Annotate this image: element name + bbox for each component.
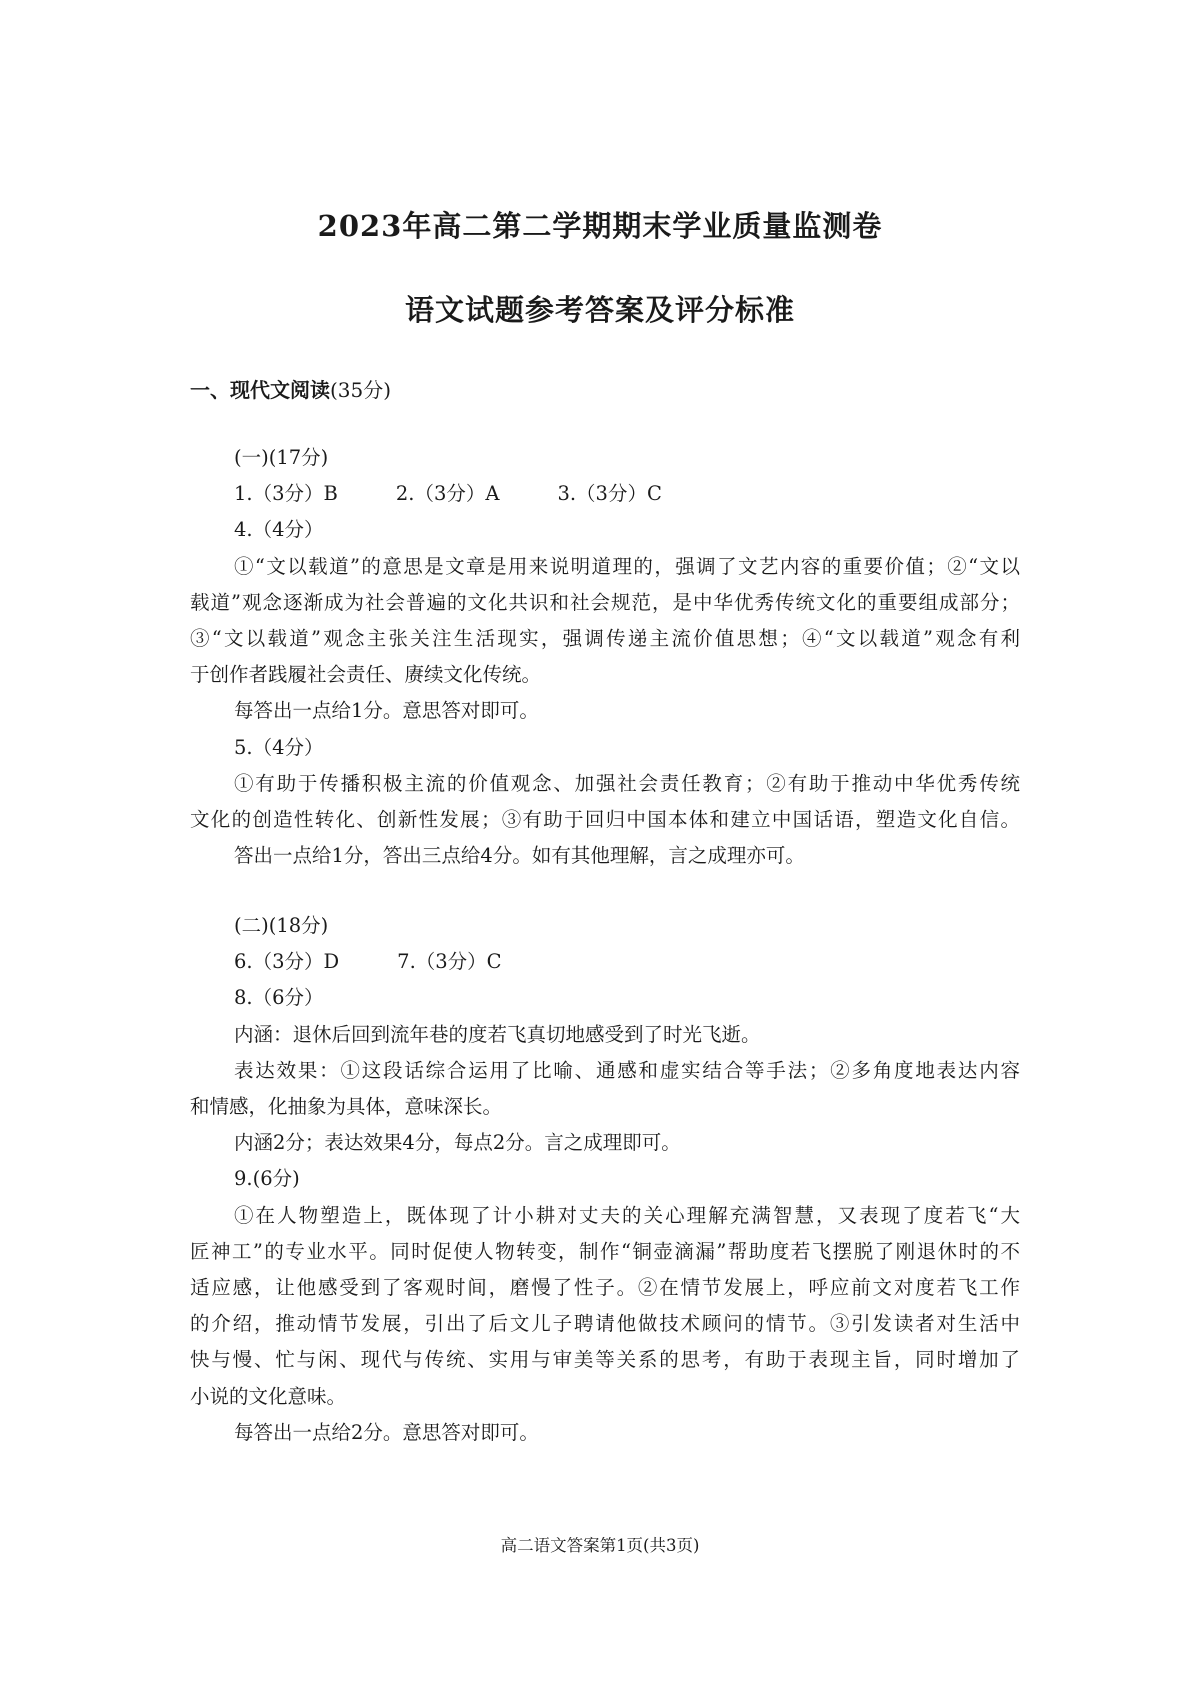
- q9-heading: 9.(6分): [234, 1167, 300, 1191]
- q9-answer-line: ①在人物塑造上，既体现了计小耕对丈夫的关心理解充满智慧，又表现了度若飞“大: [234, 1203, 1020, 1227]
- q8-scoring-note: 内涵2分；表达效果4分，每点2分。言之成理即可。: [234, 1131, 681, 1155]
- q9-answer-line: 快与慢、忙与闲、现代与传统、实用与审美等关系的思考，有助于表现主旨，同时增加了: [190, 1348, 1020, 1372]
- q8-effect-line: 表达效果：①这段话综合运用了比喻、通感和虚实结合等手法；②多角度地表达内容: [234, 1058, 1020, 1082]
- q4-scoring-note: 每答出一点给1分。意思答对即可。: [234, 699, 539, 723]
- q5-scoring-note: 答出一点给1分，答出三点给4分。如有其他理解，言之成理亦可。: [234, 844, 805, 868]
- part-one-answers: [190, 440, 1020, 874]
- part-two-heading: (二)(18分): [234, 914, 329, 937]
- document-subtitle: 语文试题参考答案及评分标准: [404, 293, 795, 327]
- choice-answers-row: [190, 476, 1020, 512]
- q9-answer-line: 适应感，让他感受到了客观时间，磨慢了性子。②在情节发展上，呼应前文对度若飞工作: [190, 1276, 1020, 1300]
- q9-answer-line: 匠神工”的专业水平。同时促使人物转变，制作“铜壶滴漏”帮助度若飞摆脱了刚退休时的不: [190, 1239, 1020, 1263]
- q4-answer-line: 于创作者践履社会责任、赓续文化传统。: [190, 663, 542, 687]
- document-title: 2023年高二第二学期期末学业质量监测卷: [317, 209, 883, 243]
- part-two-answers: [190, 908, 1020, 1451]
- q4-heading: 4.（4分）: [234, 518, 324, 542]
- answer-q7: 7.（3分）C: [397, 950, 502, 974]
- q9-answer-line: 的介绍，推动情节发展，引出了后文儿子聘请他做技术顾问的情节。③引发读者对生活中: [190, 1312, 1020, 1336]
- q9-answer-line: 小说的文化意味。: [190, 1384, 347, 1408]
- section-heading-score: (35分): [330, 378, 392, 402]
- part-one-heading: (一)(17分): [234, 446, 329, 469]
- q4-answer-line: ①“文以载道”的意思是文章是用来说明道理的，强调了文艺内容的重要价值；②“文以: [234, 554, 1020, 578]
- q8-effect-line: 和情感，化抽象为具体，意味深长。: [190, 1095, 503, 1119]
- page-footer: 高二语文答案第1页(共3页): [500, 1536, 700, 1555]
- choice-answers-row-2: [190, 944, 1020, 980]
- q5-answer-line: 文化的创造性转化、创新性发展；③有助于回归中国本体和建立中国话语，塑造文化自信。: [190, 808, 1020, 832]
- q4-answer-line: 载道”观念逐渐成为社会普遍的文化共识和社会规范，是中华优秀传统文化的重要组成部分；: [190, 590, 1020, 614]
- answer-q3: 3.（3分）C: [557, 482, 662, 506]
- q8-connotation: 内涵：退休后回到流年巷的度若飞真切地感受到了时光飞逝。: [234, 1022, 761, 1046]
- q8-heading: 8.（6分）: [234, 986, 324, 1010]
- section-heading-modern-reading: [190, 374, 391, 403]
- q4-answer-line: ③“文以载道”观念主张关注生活现实，强调传递主流价值思想；④“文以载道”观念有利: [190, 627, 1020, 651]
- q5-heading: 5.（4分）: [234, 735, 324, 759]
- answer-q6: 6.（3分）D: [234, 950, 340, 974]
- section-heading-label: 一、现代文阅读: [190, 378, 330, 402]
- answer-q1: 1.（3分）B: [234, 482, 338, 506]
- answer-q2: 2.（3分）A: [395, 482, 500, 506]
- q9-scoring-note: 每答出一点给2分。意思答对即可。: [234, 1420, 539, 1444]
- q5-answer-line: ①有助于传播积极主流的价值观念、加强社会责任教育；②有助于推动中华优秀传统: [234, 771, 1020, 795]
